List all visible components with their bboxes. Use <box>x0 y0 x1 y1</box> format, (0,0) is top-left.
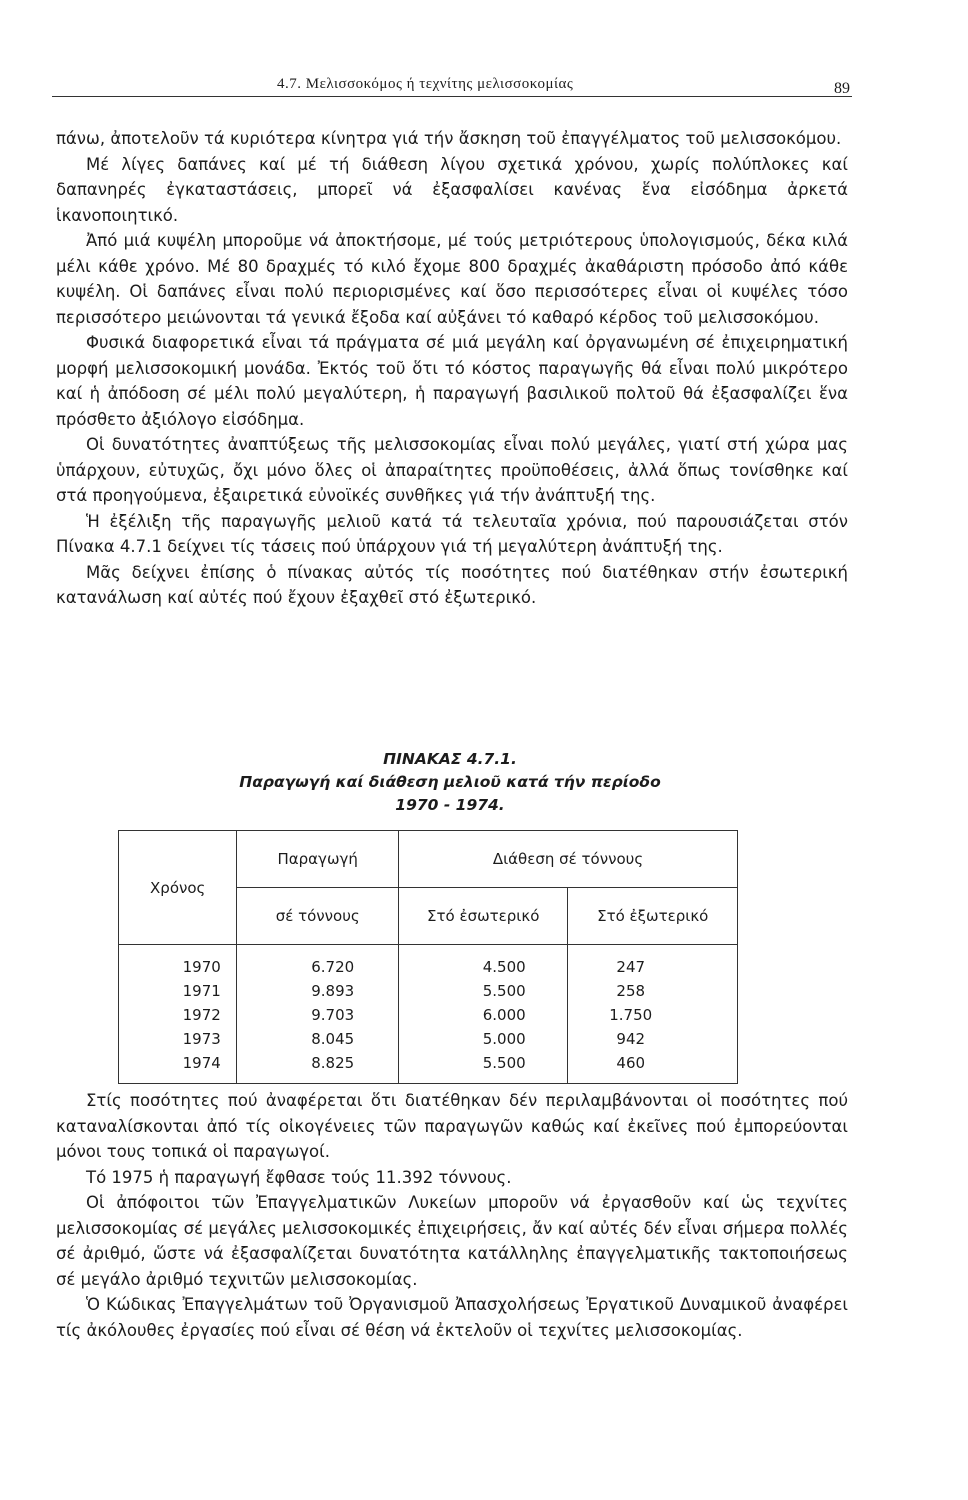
header-production: Παραγωγή <box>237 831 399 888</box>
domestic-value: 5.000 <box>482 1030 526 1048</box>
paragraph: Μᾶς δείχνει ἐπίσης ὁ πίνακας αὐτός τίς ποσότητες πού διατέθηκαν στήν ἐσωτερική κατανάλωση καί αὐτές πού ἔχουν ἐξαχθεῖ στό ἐξωτερικό. <box>56 562 848 607</box>
paragraph: πάνω, ἀποτελοῦν τά κυριότερα κίνητρα γιά τήν ἄσκηση τοῦ ἐπαγγέλματος τοῦ μελισσοκόμου. <box>56 129 842 148</box>
export-value: 460 <box>616 1054 646 1072</box>
paragraph: Οἱ δυνατότητες ἀναπτύξεως τῆς μελισσοκομίας εἶναι πολύ μεγάλες, γιατί στή χώρα μας ὑπάρχουν, εὐτυχῶς, ὄχι μόνο ὅλες οἱ ἀπαραίτητες προϋποθέσεις, ἀλλά ὅπως τονίσθηκε καί στά προηγούμενα, ἐξαιρετικά εὐνοϊκές συνθῆκες γιά τήν ἀνάπτυξή της. <box>56 435 848 505</box>
production-value: 9.703 <box>311 1006 355 1024</box>
domestic-value: 4.500 <box>482 958 526 976</box>
domestic-value: 5.500 <box>482 982 526 1000</box>
export-column <box>568 945 738 1084</box>
year-value: 1973 <box>182 1030 221 1048</box>
production-value: 6.720 <box>311 958 355 976</box>
domestic-column <box>398 945 567 1084</box>
paragraph: Ἀπό μιά κυψέλη μποροῦμε νά ἀποκτήσομε, μέ τούς μετριότερους ὑπολογισμούς, δέκα κιλά μέλι κάθε χρόνο. Μέ 80 δραχμές τό κιλό ἔχομε 800 δραχμές ἀκαθάριστη πρόσοδο ἀπό κάθε κυψέλη. Οἱ δαπάνες εἶναι πολύ περιορισμένες καί ὅσο περισσότερες εἶναι οἱ κυψέλες τόσο περισσότερο μειώνονται τά γενικά ἔξοδα καί αὐξάνει τό καθαρό κέρδος τοῦ μελισσοκόμου. <box>56 231 848 327</box>
body-text-top <box>56 126 848 611</box>
table-title: Παραγωγή καί διάθεση μελιοῦ κατά τήν περίοδο <box>239 773 661 791</box>
production-value: 9.893 <box>311 982 355 1000</box>
paragraph: Φυσικά διαφορετικά εἶναι τά πράγματα σέ μιά μεγάλη καί ὀργανωμένη σέ ἐπιχειρηματική μορφή μελισσοκομική μονάδα. Ἐκτός τοῦ ὅτι τό κόστος παραγωγῆς θά εἶναι πολύ μικρότερο καί ἡ ἀπόδοση σέ μέλι πολύ μεγαλύτερη, ἡ παραγωγή βασιλικοῦ πολτοῦ θά ἐξασφαλίζει ἕνα πρόσθετο ἀξιόλογο εἰσόδημα. <box>56 333 848 429</box>
year-value: 1972 <box>182 1006 221 1024</box>
running-title: 4.7. Μελισσοκόμος ή τεχνίτης μελισσοκομίας <box>277 76 574 92</box>
year-value: 1970 <box>182 958 221 976</box>
year-value: 1971 <box>182 982 221 1000</box>
header-export: Στό ἐξωτερικό <box>568 888 738 945</box>
header-production-unit: σέ τόννους <box>237 888 399 945</box>
table-caption <box>170 748 730 817</box>
paragraph: Ἡ ἐξέλιξη τῆς παραγωγῆς μελιοῦ κατά τά τελευταῖα χρόνια, πού παρουσιάζεται στόν Πίνακα 4.7.1 δείχνει τίς τάσεις πού ὑπάρχουν γιά τή μεγαλύτερη ἀνάπτυξή της. <box>56 511 848 556</box>
export-value: 247 <box>616 958 646 976</box>
production-value: 8.825 <box>311 1054 355 1072</box>
paragraph: Οἱ ἀπόφοιτοι τῶν Ἐπαγγελματικῶν Λυκείων μποροῦν νά ἐργασθοῦν καί ὡς τεχνίτες μελισσοκομίας σέ μεγάλες μελισσοκομικές ἐπιχειρήσεις, ἄν καί αὐτές δέν εἶναι σήμερα πολλές σέ ἀριθμό, ὥστε νά ἐξασφαλίζεται δυνατότητα κατάλληλης ἐπαγγελματικῆς τακτοποιήσεως σέ μεγάλο ἀριθμό τεχνιτῶν μελισσοκομίας. <box>56 1193 848 1289</box>
paragraph: Τό 1975 ἡ παραγωγή ἔφθασε τούς 11.392 τόννους. <box>86 1167 512 1187</box>
table-period: 1970 - 1974. <box>395 796 505 814</box>
year-value: 1974 <box>182 1054 221 1072</box>
table-body-row <box>119 945 738 1084</box>
header-distribution: Διάθεση σέ τόννους <box>398 831 737 888</box>
paragraph: Μέ λίγες δαπάνες καί μέ τή διάθεση λίγου σχετικά χρόνου, χωρίς πολύπλοκες καί δαπανηρές ἐγκαταστάσεις, μπορεῖ νά ἐξασφαλίσει κανένας ἕνα εἰσόδημα ἀρκετά ἱκανοποιητικό. <box>56 154 848 225</box>
production-value: 8.045 <box>311 1030 355 1048</box>
honey-production-table <box>118 830 738 1084</box>
export-value: 1.750 <box>609 1006 653 1024</box>
domestic-value: 6.000 <box>482 1006 526 1024</box>
header-year: Χρόνος <box>119 831 237 945</box>
export-value: 258 <box>616 982 646 1000</box>
header-domestic: Στό ἐσωτερικό <box>398 888 567 945</box>
paragraph: Στίς ποσότητες πού ἀναφέρεται ὅτι διατέθηκαν δέν περιλαμβάνονται οἱ ποσότητες πού καταναλίσκονται ἀπό τίς οἰκογένειες τῶν παραγωγῶν καθώς καί ἐκεῖνες πού ἐμπορεύονται μόνοι τους τοπικά οἱ παραγωγοί. <box>56 1091 848 1161</box>
page-header <box>52 66 852 97</box>
production-column <box>237 945 399 1084</box>
body-text-bottom <box>56 1088 848 1343</box>
table-number: ΠΙΝΑΚΑΣ 4.7.1. <box>383 750 517 768</box>
year-column <box>119 945 237 1084</box>
domestic-value: 5.500 <box>482 1054 526 1072</box>
export-value: 942 <box>616 1030 646 1048</box>
paragraph: Ὁ Κώδικας Ἐπαγγελμάτων τοῦ Ὀργανισμοῦ Ἀπασχολήσεως Ἐργατικοῦ Δυναμικοῦ ἀναφέρει τίς ἀκόλουθες ἐργασίες πού εἶναι σέ θέση νά ἐκτελοῦν οἱ τεχνίτες μελισσοκομίας. <box>56 1295 848 1340</box>
page-number: 89 <box>834 80 850 97</box>
